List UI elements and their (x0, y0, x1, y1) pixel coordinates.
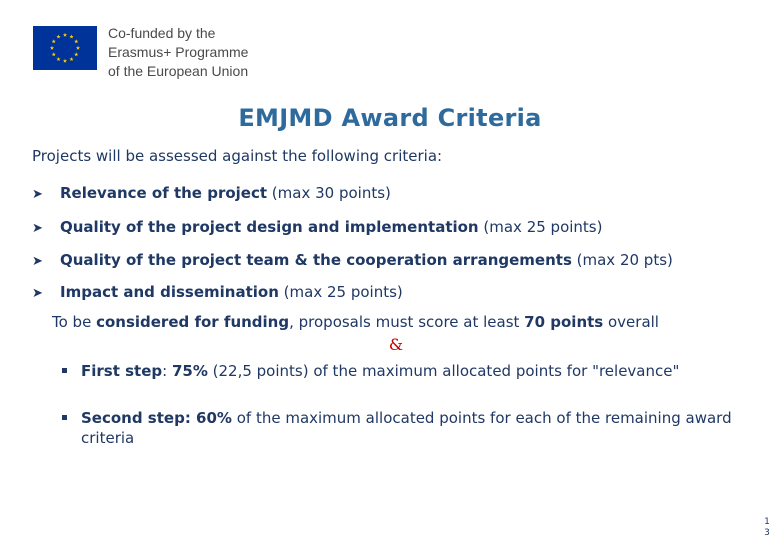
page-number-digit: 3 (764, 528, 770, 538)
step-percent: 75% (171, 362, 208, 380)
criterion-points: (max 25 points) (278, 283, 403, 301)
square-bullet-icon (62, 415, 67, 420)
step-label: First step (81, 362, 163, 380)
page-number-digit: 1 (764, 517, 770, 527)
logo-line-1: Co-funded by the (108, 25, 216, 41)
second-step-item (62, 408, 772, 448)
criterion-name: Quality of the project team & the cooperation arrangements (60, 251, 572, 269)
criterion-quality-design (32, 218, 602, 236)
criterion-name: Quality of the project design and implementation (60, 218, 479, 236)
funding-threshold-text (52, 313, 659, 331)
funding-bold: 70 points (524, 313, 604, 331)
arrow-bullet-icon: ➤ (32, 254, 43, 269)
funding-part: overall (603, 313, 659, 331)
criterion-points: (max 20 pts) (571, 251, 673, 269)
step-label: Second step: (81, 409, 197, 427)
criterion-relevance (32, 184, 391, 202)
cofunded-text (108, 24, 248, 81)
logo-line-2: Erasmus+ Programme (108, 44, 249, 60)
criterion-name: Impact and dissemination (60, 283, 279, 301)
intro-text: Projects will be assessed against the following criteria: (32, 147, 443, 165)
first-step-item (62, 361, 772, 381)
criterion-impact (32, 283, 403, 301)
step-text: of the maximum allocated points for each of the remaining award criteria (81, 409, 732, 447)
funding-part: , proposals must score at least (289, 313, 525, 331)
step-percent: 60% (196, 409, 232, 427)
page-number (762, 517, 772, 539)
page-title: EMJMD Award Criteria (238, 104, 542, 132)
arrow-bullet-icon: ➤ (32, 221, 43, 236)
arrow-bullet-icon: ➤ (32, 187, 43, 202)
arrow-bullet-icon: ➤ (32, 286, 43, 301)
criterion-points: (max 25 points) (478, 218, 603, 236)
criterion-points: (max 30 points) (267, 184, 391, 202)
funding-part: To be (52, 313, 97, 331)
criterion-name: Relevance of the project (60, 184, 268, 202)
eu-flag-logo (33, 26, 97, 70)
step-text: (22,5 points) of the maximum allocated points for "relevance" (207, 362, 680, 380)
square-bullet-icon (62, 368, 67, 373)
funding-bold: considered for funding (96, 313, 290, 331)
logo-line-3: of the European Union (108, 63, 249, 79)
step-sep: : (162, 362, 172, 380)
criterion-quality-team (32, 251, 673, 269)
ampersand-separator: & (388, 335, 404, 354)
